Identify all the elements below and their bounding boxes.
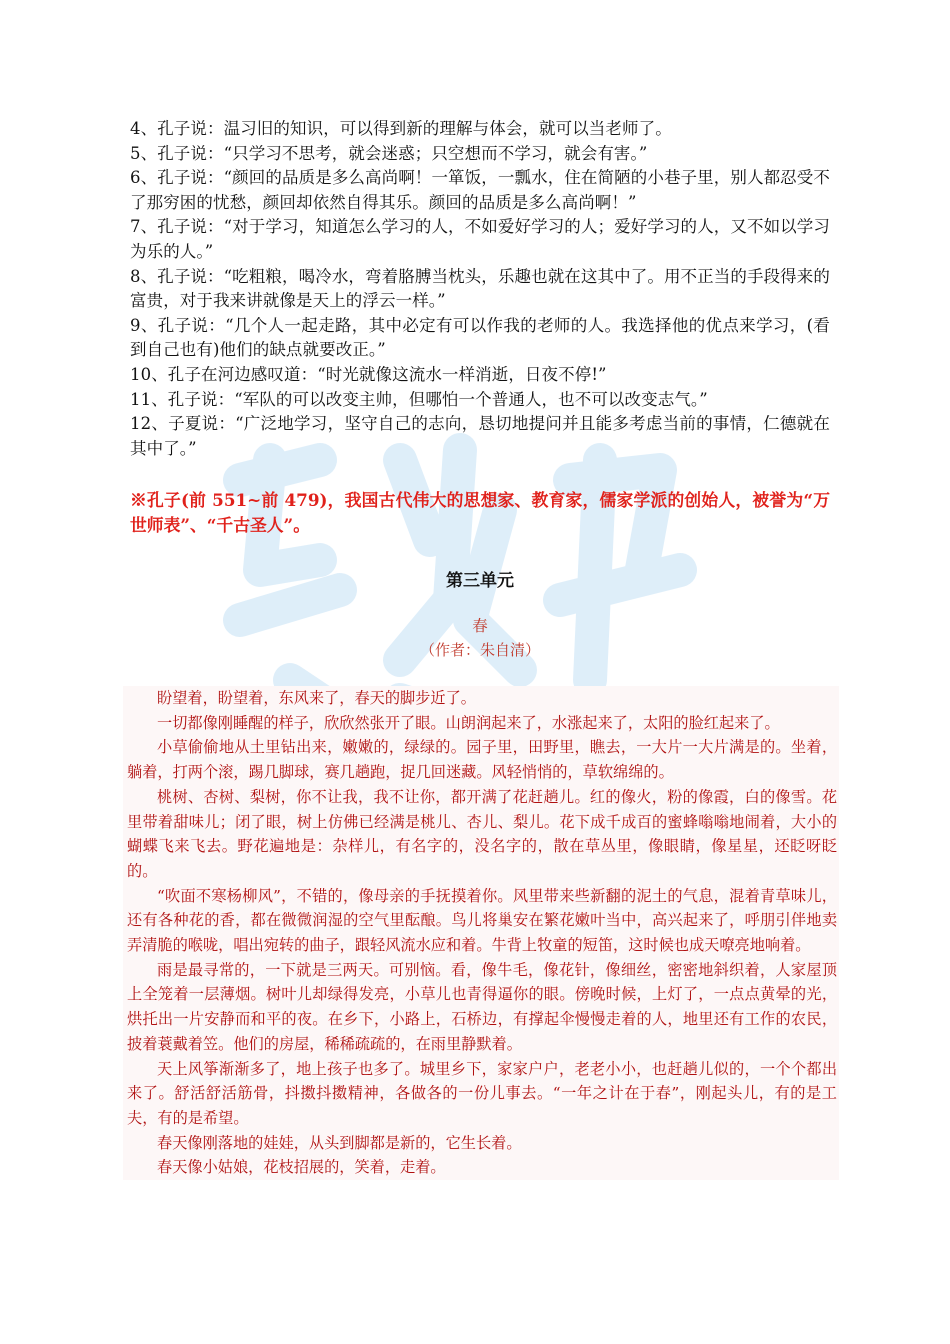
essay-paragraph: 盼望着，盼望着，东风来了，春天的脚步近了。	[157, 689, 476, 707]
essay-paragraph: 雨是最寻常的，一下就是三两天。可别恼。看，像牛毛，像花针，像细丝，密密地斜织着，人家屋顶上全笼着一层薄烟。树叶儿却绿得发亮，小草儿也青得逼你的眼。傍晚时候，上灯了，一点点黄晕的光，烘托出一片安静而和平的夜。在乡下，小路上，石桥边，有撑起伞慢慢走着的人，地里还有工作的农民，披着蓑戴着笠。他们的房屋，稀稀疏疏的，在雨里静默着。	[127, 960, 837, 1053]
essay-paragraph: 天上风筝渐渐多了，地上孩子也多了。城里乡下，家家户户，老老小小，也赶趟儿似的，一个个都出来了。舒活舒活筋骨，抖擞抖擞精神，各做各的一份儿事去。“一年之计在于春”，刚起头儿，有的是工夫，有的是希望。	[127, 1059, 837, 1127]
list-item: 6、孔子说：“颜回的品质是多么高尚啊！一箪饭，一瓢水，住在简陋的小巷子里，别人都忍受不了那穷困的忧愁，颜回却依然自得其乐。颜回的品质是多么高尚啊！”	[130, 168, 830, 212]
unit-title: 第三单元	[446, 571, 514, 591]
essay-paragraph: 春天像刚落地的娃娃，从头到脚都是新的，它生长着。	[157, 1133, 522, 1152]
essay-paragraph: 一切都像刚睡醒的样子，欣欣然张开了眼。山朗润起来了，水涨起来了，太阳的脸红起来了。	[157, 713, 780, 732]
essay-author: （作者：朱自清）	[419, 641, 540, 659]
list-item: 7、孔子说：“对于学习，知道怎么学习的人，不如爱好学习的人；爱好学习的人，又不如以学习为乐的人。”	[130, 217, 830, 261]
essay-body	[123, 686, 839, 1180]
list-item: 10、孔子在河边感叹道：“时光就像这流水一样消逝，日夜不停!”	[130, 364, 607, 384]
essay-paragraph: “吹面不寒杨柳风”，不错的，像母亲的手抚摸着你。风里带来些新翻的泥土的气息，混着青草味儿，还有各种花的香，都在微微润湿的空气里酝酿。鸟儿将巢安在繁花嫩叶当中，高兴起来了，呼朋引伴地卖弄清脆的喉咙，唱出宛转的曲子，跟轻风流水应和着。牛背上牧童的短笛，这时候也成天嘹亮地响着。	[127, 886, 837, 955]
list-item: 5、孔子说：“只学习不思考，就会迷惑；只空想而不学习，就会有害。”	[130, 143, 648, 163]
essay-paragraph: 桃树、杏树、梨树，你不让我，我不让你，都开满了花赶趟儿。红的像火，粉的像霞，白的像雪。花里带着甜味儿；闭了眼，树上仿佛已经满是桃儿、杏儿、梨儿。花下成千成百的蜜蜂嗡嗡地闹着，大小的蝴蝶飞来飞去。野花遍地是：杂样儿，有名字的，没名字的，散在草丛里，像眼睛，像星星，还眨呀眨的。	[127, 787, 837, 880]
list-item: 4、孔子说：温习旧的知识，可以得到新的理解与体会，就可以当老师了。	[130, 119, 672, 138]
essay-paragraph: 小草偷偷地从土里钻出来，嫩嫩的，绿绿的。园子里，田野里，瞧去，一大片一大片满是的。坐着，躺着，打两个滚，踢几脚球，赛几趟跑，捉几回迷藏。风轻悄悄的，草软绵绵的。	[127, 738, 837, 782]
essay-title: 春	[472, 617, 488, 635]
list-item: 9、孔子说：“几个人一起走路，其中必定有可以作我的老师的人。我选择他的优点来学习，(看到自己也有)他们的缺点就要改正。”	[130, 315, 830, 360]
list-item: 12、子夏说：“广泛地学习，坚守自己的志向，恳切地提问并且能多考虑当前的事情，仁德就在其中了。”	[130, 414, 830, 458]
essay-paragraph: 春天像小姑娘，花枝招展的，笑着，走着。	[157, 1158, 446, 1177]
analects-translation-list	[130, 117, 830, 461]
list-item: 11、孔子说：“军队的可以改变主帅，但哪怕一个普通人，也不可以改变志气。”	[130, 389, 708, 409]
confucius-note: ※孔子(前 551~前 479)，我国古代伟大的思想家、教育家，儒家学派的创始人，被誉为“万世师表”、“千古圣人”。	[130, 490, 830, 535]
list-item: 8、孔子说：“吃粗粮，喝冷水，弯着胳膊当枕头，乐趣也就在这其中了。用不正当的手段得来的富贵，对于我来讲就像是天上的浮云一样。”	[130, 266, 830, 311]
